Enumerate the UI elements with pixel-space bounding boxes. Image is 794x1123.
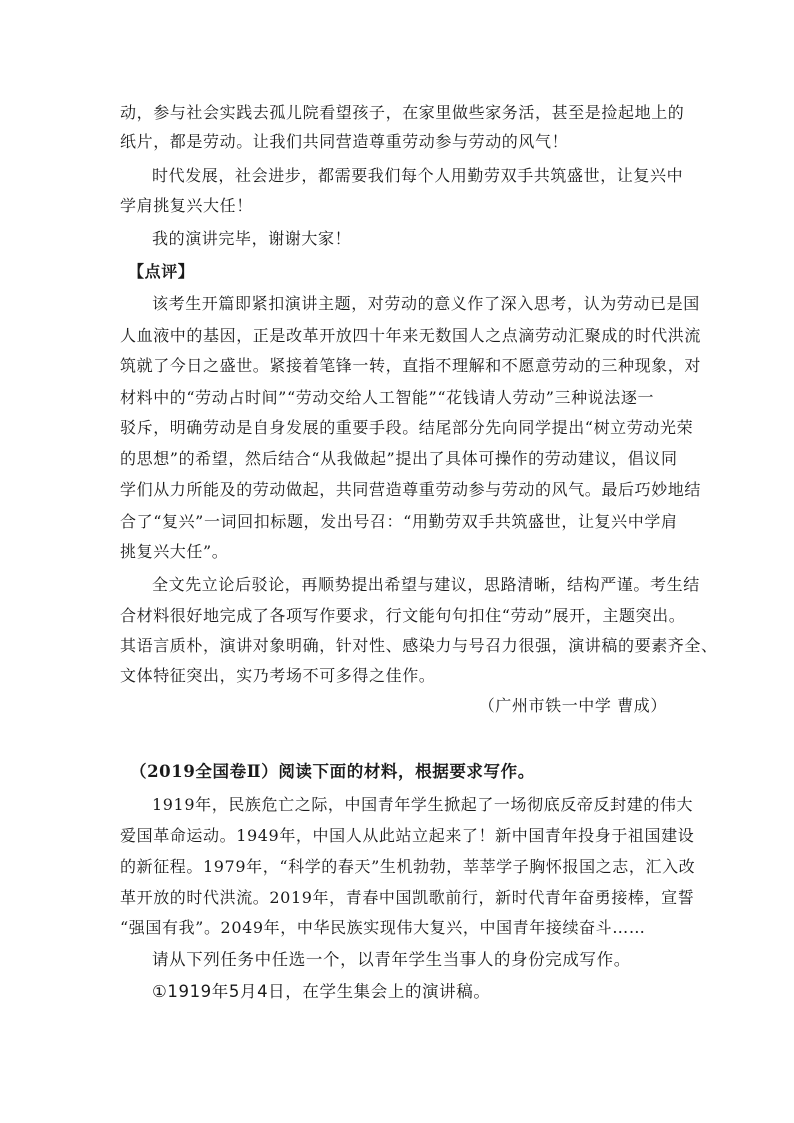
material-line: “强国有我”。2049年，中华民族实现伟大复兴，中国青年接续奋斗…… — [120, 918, 646, 937]
comment-line: 挑复兴大任”。 — [120, 542, 229, 561]
comment-line: 学们从力所能及的劳动做起，共同营造尊重劳动参与劳动的风气。最后巧妙地结 — [120, 480, 702, 499]
comment-line: 筑就了今日之盛世。紧接着笔锋一转，直指不理解和不愿意劳动的三种现象，对 — [120, 356, 702, 375]
comment-line: 驳斥，明确劳动是自身发展的重要手段。结尾部分先向同学提出“树立劳动光荣 — [120, 418, 694, 437]
essay-line: 动，参与社会实践去孤儿院看望孩子，在家里做些家务活，甚至是捡起地上的 — [120, 103, 685, 122]
comment-line: 材料中的“劳动占时间”“劳动交给人工智能”“花钱请人劳动”三种说法逐一 — [120, 388, 655, 407]
material-line: 爱国革命运动。1949年，中国人从此站立起来了！新中国青年投身于祖国建设 — [120, 826, 695, 845]
task-option-1: ①1919年5月4日，在学生集会上的演讲稿。 — [152, 982, 491, 1001]
material-line: 1919年，民族危亡之际，中国青年学生掀起了一场彻底反帝反封建的伟大 — [152, 795, 694, 814]
comment-line: 合了“复兴”一词回扣标题，发出号召：“用勤劳双手共筑盛世，让复兴中学肩 — [120, 512, 678, 531]
comment-author: （广州市铁一中学 曹成） — [478, 696, 667, 715]
comment-line: 全文先立论后驳论，再顺势提出希望与建议，思路清晰，结构严谨。考生结 — [152, 575, 700, 594]
comment-line: 该考生开篇即紧扣演讲主题，对劳动的意义作了深入思考，认为劳动已是国 — [152, 294, 700, 313]
essay-line: 时代发展，社会进步，都需要我们每个人用勤劳双手共筑盛世，让复兴中 — [152, 166, 684, 185]
comment-line: 其语言质朴，演讲对象明确，针对性、感染力与号召力很强，演讲稿的要素齐全、 — [120, 636, 718, 655]
comment-line: 的思想”的希望，然后结合“从我做起”提出了具体可操作的劳动建议，倡议同 — [120, 449, 678, 468]
essay-line: 学肩挑复兴大任！ — [120, 196, 253, 215]
task-instruction: 请从下列任务中任选一个，以青年学生当事人的身份完成写作。 — [152, 950, 631, 969]
material-line: 的新征程。1979年，“科学的春天”生机勃勃，莘莘学子胸怀报国之志，汇入改 — [120, 857, 696, 876]
comment-line: 人血液中的基因，正是改革开放四十年来无数国人之点滴劳动汇聚成的时代洪流 — [120, 326, 702, 345]
comment-heading: 【点评】 — [128, 262, 195, 281]
question-title: （2019全国卷Ⅱ）阅读下面的材料，根据要求写作。 — [130, 762, 535, 781]
comment-line: 文体特征突出，实乃考场不可多得之佳作。 — [120, 666, 436, 685]
essay-line: 纸片，都是劳动。让我们共同营造尊重劳动参与劳动的风气！ — [120, 132, 569, 151]
essay-closing: 我的演讲完毕，谢谢大家！ — [152, 229, 352, 248]
comment-line: 合材料很好地完成了各项写作要求，行文能句句扣住“劳动”展开，主题突出。 — [120, 606, 686, 625]
material-line: 革开放的时代洪流。2019年，青春中国凯歌前行，新时代青年奋勇接棒，宣誓 — [120, 888, 695, 907]
